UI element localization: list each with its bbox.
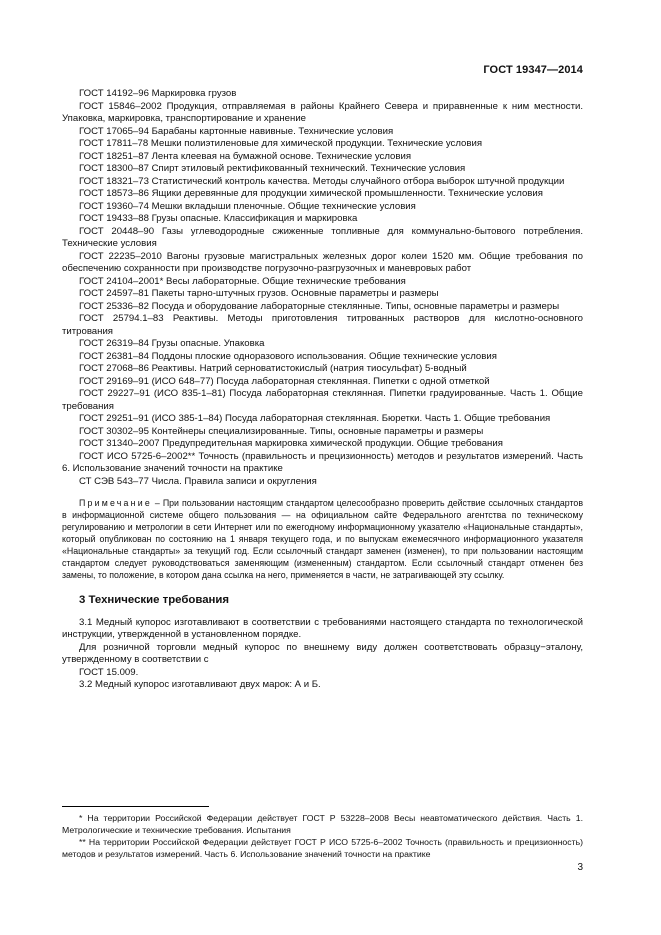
note-text: – При пользовании настоящим стандартом целесообразно проверить действие ссылочных стандартов в информационной системе общего пользования — на официальном сайте Федерального агентства по техническому регулированию и метрологии в сети Интернет или по ежегодному информационному указателю «Национальные стандарты», который опубликован по состоянию на 1 января текущего года, и по выпускам ежемесячного информационного указателя «Национальные стандарты» за текущий год. Если ссылочный стандарт заменен (изменен), то при пользовании настоящим стандартом следует руководствоваться заменяющим (измененным) стандартом. Если ссылочный стандарт отменен без замены, то положение, в котором дана ссылка на него, применяется в части, не затрагивающей эту ссылку.: [62, 498, 583, 580]
reference-item: ГОСТ 17065–94 Барабаны картонные навивные. Технические условия: [79, 125, 394, 137]
reference-item: ГОСТ 29169–91 (ИСО 648–77) Посуда лабораторная стеклянная. Пипетки с одной отметкой: [79, 375, 490, 387]
reference-item: ГОСТ 17811–78 Мешки полиэтиленовые для химической продукции. Технические условия: [79, 138, 483, 149]
reference-item: ГОСТ 20448–90 Газы углеводородные сжиженные топливные для коммунально-бытового потребления. Технические условия: [62, 225, 583, 249]
reference-item: ГОСТ 14192–96 Маркировка грузов: [79, 88, 237, 99]
footnotes: [62, 812, 583, 860]
reference-item: ГОСТ 25794.1–83 Реактивы. Методы приготовления титрованных растворов для кислотно-основного титрования: [62, 313, 583, 337]
reference-item: СТ СЭВ 543–77 Числа. Правила записи и округления: [79, 475, 317, 487]
footnote-item: ** На территории Российской Федерации действует ГОСТ Р ИСО 5725-6–2002 Точность (правильность и прецизионность) методов и результатов измерений. Часть 6. Использование значений точности на практике: [62, 837, 583, 859]
reference-item: ГОСТ 15846–2002 Продукция, отправляемая в районы Крайнего Севера и приравненные к ним местности. Упаковка, маркировка, транспортирование и хранение: [62, 100, 583, 124]
reference-item: ГОСТ 26381–84 Поддоны плоские одноразового использования. Общие технические условия: [79, 350, 497, 362]
reference-item: ГОСТ 18321–73 Статистический контроль качества. Методы случайного отбора выборок штучной продукции: [79, 175, 565, 187]
section-3-paragraph: ГОСТ 15.009.: [79, 666, 139, 678]
section-3-paragraph: 3.1 Медный купорос изготавливают в соответствии с требованиями настоящего стандарта по технологической инструкции, утвержденной в установленном порядке.: [62, 616, 583, 640]
reference-item: ГОСТ 24104–2001* Весы лабораторные. Общие технические требования: [79, 275, 406, 287]
reference-item: ГОСТ 24597–81 Пакеты тарно-штучных грузов. Основные параметры и размеры: [79, 288, 439, 299]
section-3-title: 3 Технические требования: [79, 594, 230, 606]
page-number: 3: [577, 862, 583, 873]
normative-references-list: [62, 88, 583, 488]
note-paragraph: [62, 497, 583, 581]
reference-item: ГОСТ ИСО 5725-6–2002** Точность (правильность и прецизионность) методов и результатов измерений. Часть 6. Использование значений точности на практике: [62, 450, 583, 474]
reference-item: ГОСТ 26319–84 Грузы опасные. Упаковка: [79, 338, 265, 349]
reference-item: ГОСТ 31340–2007 Предупредительная маркировка химической продукции. Общие требования: [79, 438, 503, 449]
reference-item: ГОСТ 18300–87 Спирт этиловый ректификованный технический. Технические условия: [79, 163, 466, 174]
section-3-paragraph: Для розничной торговли медный купорос по внешнему виду должен соответствовать образцу−эталону, утвержденному в соответствии с: [62, 641, 583, 665]
reference-item: ГОСТ 30302–95 Контейнеры специализированные. Типы, основные параметры и размеры: [79, 425, 484, 437]
note-lead: Примечание: [79, 498, 152, 508]
document-code-header: ГОСТ 19347—2014: [483, 64, 583, 76]
reference-item: ГОСТ 25336–82 Посуда и оборудование лабораторные стеклянные. Типы, основные параметры и размеры: [79, 300, 560, 312]
footnote-item: * На территории Российской Федерации действует ГОСТ Р 53228–2008 Весы неавтоматического действия. Часть 1. Метрологические и технические требования. Испытания: [62, 813, 583, 835]
reference-item: ГОСТ 29251–91 (ИСО 385-1–84) Посуда лабораторная стеклянная. Бюретки. Часть 1. Общие требования: [79, 413, 551, 424]
reference-item: ГОСТ 18251–87 Лента клеевая на бумажной основе. Технические условия: [79, 150, 412, 162]
reference-item: ГОСТ 22235–2010 Вагоны грузовые магистральных железных дорог колеи 1520 мм. Общие требования по обеспечению сохранности при производстве погрузочно-разгрузочных и маневровых работ: [62, 250, 583, 274]
page-content: [62, 88, 583, 692]
footnote-divider: [62, 806, 209, 807]
section-3-paragraph: 3.2 Медный купорос изготавливают двух марок: А и Б.: [79, 679, 321, 690]
reference-item: ГОСТ 19433–88 Грузы опасные. Классификация и маркировка: [79, 213, 358, 224]
reference-item: ГОСТ 18573–86 Ящики деревянные для продукции химической промышленности. Технические условия: [79, 188, 543, 199]
reference-item: ГОСТ 27068–86 Реактивы. Натрий серноватистокислый (натрия тиосульфат) 5-водный: [79, 363, 467, 374]
reference-item: ГОСТ 29227–91 (ИСО 835-1–81) Посуда лабораторная стеклянная. Пипетки градуированные. Часть 1. Общие требования: [62, 388, 583, 412]
reference-item: ГОСТ 19360–74 Мешки вкладыши пленочные. Общие технические условия: [79, 200, 416, 212]
